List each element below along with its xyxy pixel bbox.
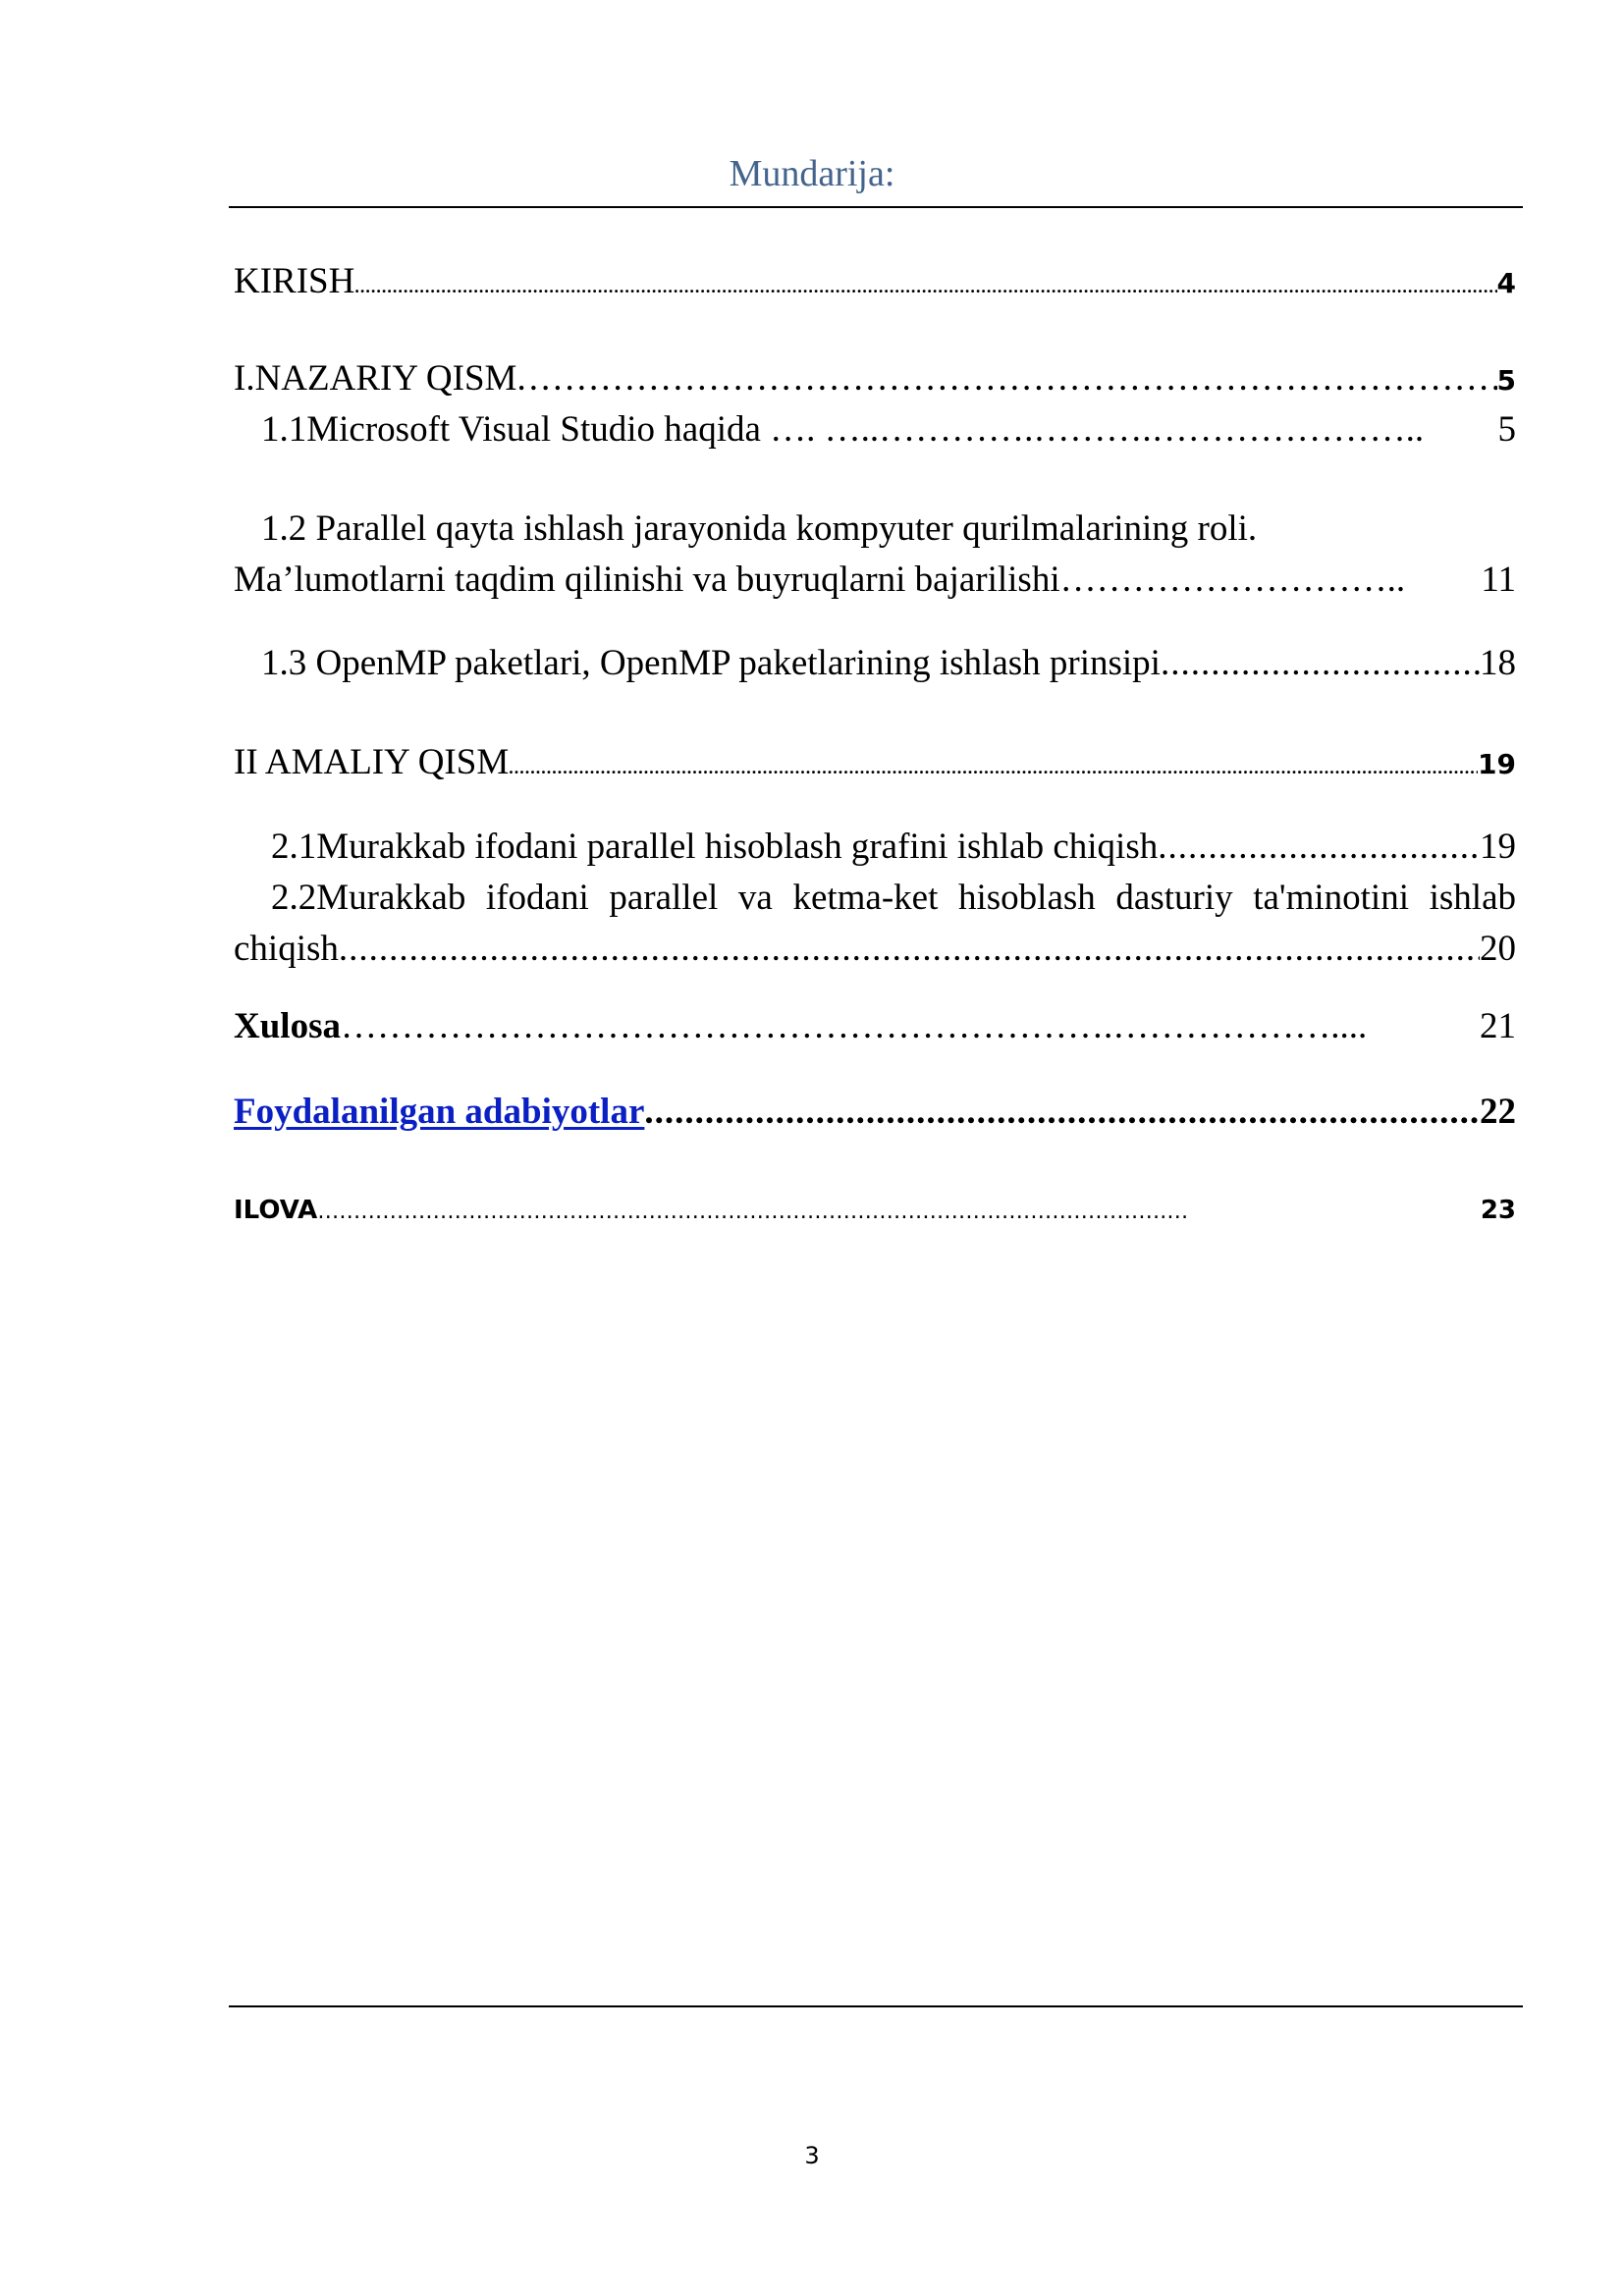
toc-entry-2-2-line2[interactable] bbox=[234, 925, 1516, 974]
toc-entry-label: KIRISH bbox=[234, 261, 355, 301]
toc-entry-kirish[interactable] bbox=[234, 257, 1516, 311]
toc-entry-label: 1.3 OpenMP paketlari, OpenMP paketlarining ishlash prinsipi bbox=[261, 643, 1161, 683]
toc-dot-leader: ……………………….. bbox=[1059, 560, 1406, 600]
toc-entry-link[interactable]: Foydalanilgan adabiyotlar bbox=[234, 1092, 645, 1132]
toc-dot-leader bbox=[339, 925, 1480, 974]
toc-dot-leader: ……………………………………………………….……………….... bbox=[340, 1006, 1368, 1046]
toc-dot-leader: ……………………………………………………………………………………………………….… bbox=[317, 1200, 1189, 1224]
toc-entry-amaliy-qism[interactable] bbox=[234, 738, 1516, 792]
toc-entry-label: chiqish bbox=[234, 929, 339, 969]
toc-entry-nazariy-qism[interactable] bbox=[234, 354, 1516, 405]
toc-page-number: 21 bbox=[1480, 1006, 1516, 1046]
header-divider bbox=[229, 206, 1523, 208]
toc-entry-label: Ma’lumotlarni taqdim qilinishi va buyruqlarni bajarilishi bbox=[234, 560, 1060, 600]
toc-page-number: 19 bbox=[1480, 827, 1516, 867]
toc-page-number: 18 bbox=[1480, 643, 1516, 683]
toc-entry-2-2-line1[interactable]: 2.2Murakkab ifodani parallel va ketma-ket hisoblash dasturiy ta'minotini ishlab bbox=[271, 878, 1516, 918]
toc-entry-label: II AMALIY QISM bbox=[234, 742, 510, 782]
toc-page-number: 19 bbox=[1478, 748, 1516, 780]
toc-dot-leader bbox=[1161, 639, 1480, 688]
page-title: Mundarija: bbox=[729, 153, 895, 194]
toc-entry-label: Xulosa bbox=[234, 1006, 341, 1046]
toc-dot-leader bbox=[1158, 823, 1480, 872]
toc-page-number: 11 bbox=[1481, 560, 1516, 600]
toc-page-number: 23 bbox=[1480, 1196, 1516, 1225]
toc-page-number: 5 bbox=[1497, 409, 1516, 450]
toc-page-number: 5 bbox=[1496, 364, 1516, 397]
toc-entry-1-2-line1[interactable]: 1.2 Parallel qayta ishlash jarayonida kompyuter qurilmalarining roli. bbox=[261, 508, 1258, 549]
toc-dot-leader bbox=[644, 1088, 1480, 1137]
footer-divider bbox=[229, 2005, 1523, 2007]
toc-page-number: 20 bbox=[1480, 929, 1516, 969]
toc-entry-label: I.NAZARIY QISM bbox=[234, 358, 517, 399]
toc-entry-2-1[interactable] bbox=[271, 823, 1516, 872]
toc-entry-1-3[interactable] bbox=[261, 639, 1516, 688]
toc-page-number: 22 bbox=[1480, 1092, 1516, 1132]
toc-entry-label: 2.1Murakkab ifodani parallel hisoblash grafini ishlab chiqish bbox=[271, 827, 1159, 867]
page-number: 3 bbox=[804, 2142, 820, 2169]
toc-entry-ilova[interactable] bbox=[234, 1186, 1516, 1237]
toc-entry-xulosa[interactable] bbox=[234, 1002, 1516, 1051]
toc-entry-label: 1.1Microsoft Visual Studio haqida …. …..………….……….………………….. bbox=[261, 409, 1425, 450]
toc-dot-leader bbox=[516, 354, 1496, 403]
toc-entry-label: ILOVA bbox=[234, 1196, 318, 1225]
toc-dot-leader bbox=[509, 743, 1478, 792]
toc-page-number: 4 bbox=[1496, 267, 1516, 299]
toc-entry-1-1[interactable] bbox=[261, 405, 1516, 454]
toc-entry-adabiyotlar[interactable] bbox=[234, 1088, 1516, 1137]
toc-entry-1-2-line2[interactable] bbox=[234, 556, 1516, 605]
toc-dot-leader bbox=[354, 262, 1496, 311]
